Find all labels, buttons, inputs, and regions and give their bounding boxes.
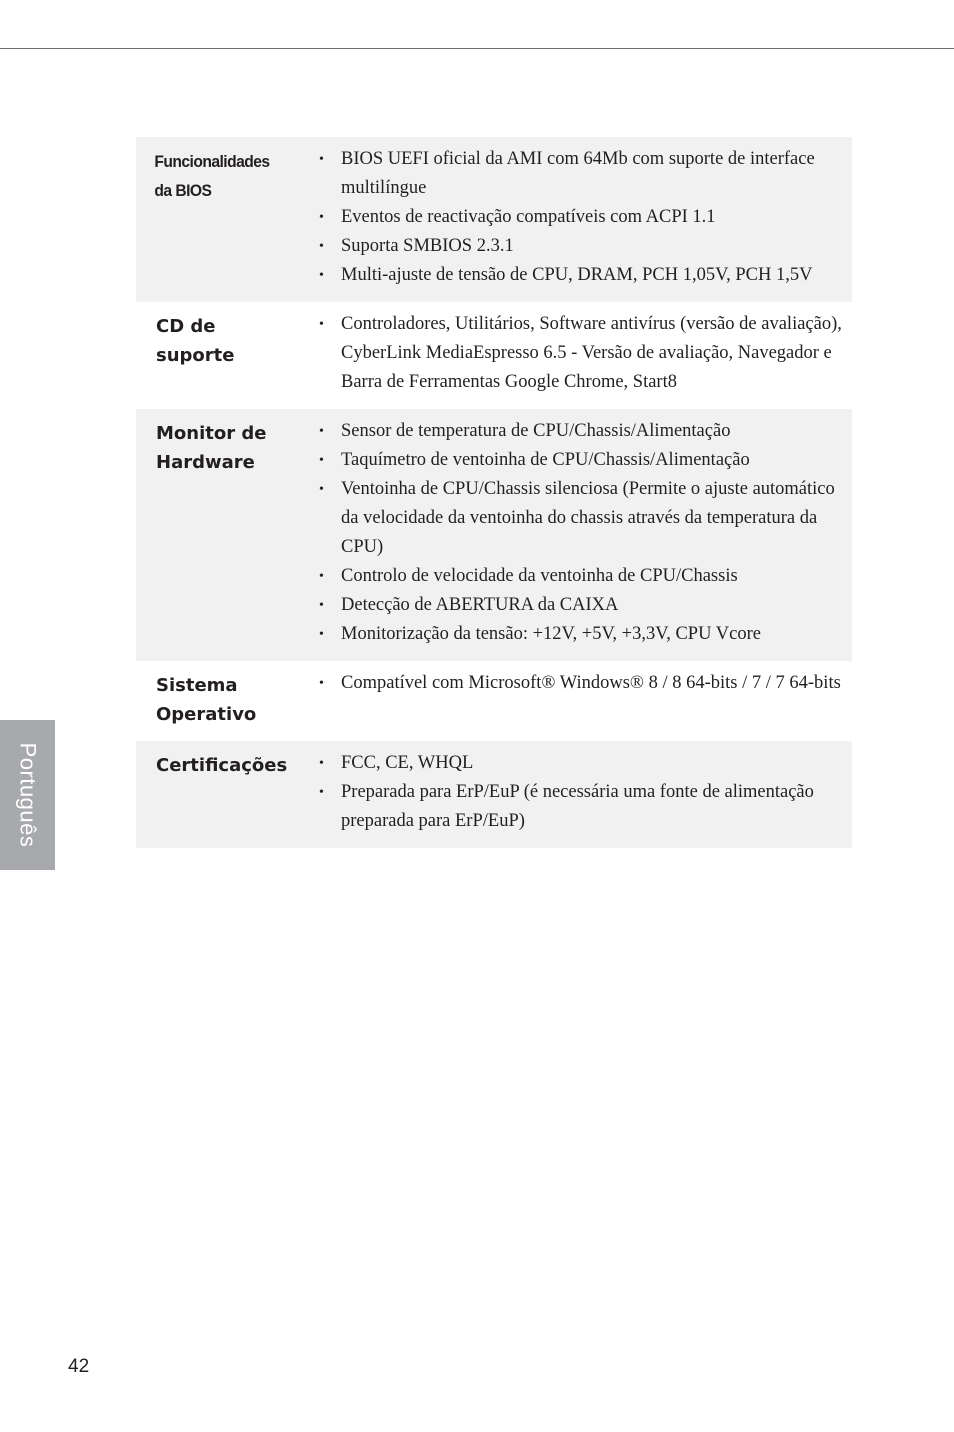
list-item: • Compatível com Microsoft® Windows® 8 / 8 64-bits / 7 / 7 64-bits <box>299 669 844 698</box>
spec-label-bios: Funcionalidades da BIOS <box>154 152 270 200</box>
spec-label-hardware-monitor: Monitor de Hardware <box>156 423 267 473</box>
header-rule <box>0 48 954 49</box>
list-item: • BIOS UEFI oficial da AMI com 64Mb com suporte de interface multilíngue <box>299 145 844 203</box>
list-item: • Multi-ajuste de tensão de CPU, DRAM, PCH 1,05V, PCH 1,5V <box>299 261 844 290</box>
spec-list-support-cd <box>299 310 852 397</box>
list-item: • Detecção de ABERTURA da CAIXA <box>299 591 844 620</box>
list-item: • Sensor de temperatura de CPU/Chassis/Alimentação <box>299 417 844 446</box>
spec-label-support-cd: CD de suporte <box>156 316 235 366</box>
language-tab-label: Português <box>15 742 41 848</box>
spec-row-hardware-monitor <box>136 409 852 661</box>
list-item: • Ventoinha de CPU/Chassis silenciosa (Permite o ajuste automático da velocidade da ventoinha do chassis através da temperatura da CPU) <box>299 475 844 562</box>
spec-row-certifications <box>136 741 852 848</box>
list-item: • Taquímetro de ventoinha de CPU/Chassis/Alimentação <box>299 446 844 475</box>
spec-row-operating-system <box>136 661 852 741</box>
spec-row-support-cd <box>136 302 852 409</box>
list-item: • FCC, CE, WHQL <box>299 749 844 778</box>
spec-list-operating-system <box>299 669 852 729</box>
page-number: 42 <box>68 1356 90 1377</box>
list-item: • Controlo de velocidade da ventoinha de CPU/Chassis <box>299 562 844 591</box>
spec-list-bios <box>299 145 852 290</box>
spec-list-hardware-monitor <box>299 417 852 649</box>
language-side-tab <box>0 720 55 870</box>
list-item: • Monitorização da tensão: +12V, +5V, +3,3V, CPU Vcore <box>299 620 844 649</box>
spec-list-certifications <box>299 749 852 836</box>
spec-row-bios <box>136 137 852 302</box>
list-item: • Eventos de reactivação compatíveis com ACPI 1.1 <box>299 203 844 232</box>
spec-label-certifications: Certificações <box>156 755 288 776</box>
list-item: • Preparada para ErP/EuP (é necessária uma fonte de alimentação preparada para ErP/EuP) <box>299 778 844 836</box>
spec-label-operating-system: Sistema Operativo <box>156 675 257 725</box>
list-item: • Suporta SMBIOS 2.3.1 <box>299 232 844 261</box>
list-item: • Controladores, Utilitários, Software antivírus (versão de avaliação), CyberLink MediaEspresso 6.5 - Versão de avaliação, Navegador e Barra de Ferramentas Google Chrome, Start8 <box>299 310 844 397</box>
specifications-table <box>136 137 852 848</box>
